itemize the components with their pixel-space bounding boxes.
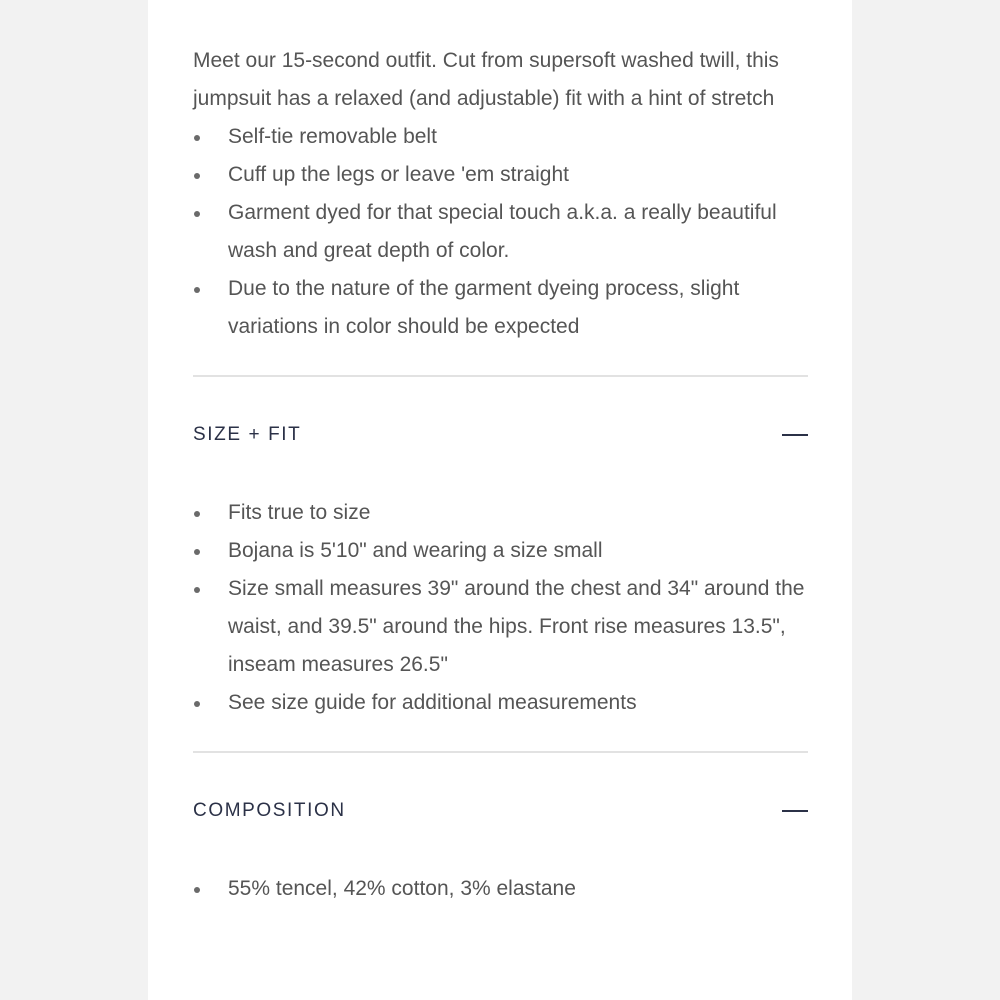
bullet-dot-icon — [194, 173, 200, 179]
bullet-dot-icon — [194, 701, 200, 707]
section-divider — [193, 375, 808, 377]
list-item-text: Bojana is 5'10" and wearing a size small — [228, 539, 603, 562]
list-item — [193, 194, 808, 270]
list-item-text: Garment dyed for that special touch a.k.a. a really beautiful wash and great depth of color. — [228, 201, 777, 262]
list-item — [193, 532, 808, 570]
list-item — [193, 494, 808, 532]
list-item-text: Self-tie removable belt — [228, 125, 437, 148]
list-item-text: Fits true to size — [228, 501, 371, 524]
size-fit-accordion-header[interactable] — [193, 416, 808, 454]
list-item-text: See size guide for additional measurements — [228, 691, 637, 714]
product-description: Meet our 15-second outfit. Cut from supersoft washed twill, this jumpsuit has a relaxed (and adjustable) fit with a hint of stretch — [193, 49, 779, 110]
list-item — [193, 118, 808, 156]
description-feature-list — [193, 118, 808, 346]
bullet-dot-icon — [194, 549, 200, 555]
bullet-dot-icon — [194, 287, 200, 293]
product-details-content — [193, 42, 808, 908]
composition-accordion-header[interactable] — [193, 792, 808, 830]
bullet-dot-icon — [194, 587, 200, 593]
minus-icon[interactable] — [782, 799, 808, 823]
list-item — [193, 156, 808, 194]
minus-icon-bar — [782, 434, 808, 436]
bullet-dot-icon — [194, 511, 200, 517]
size-fit-title: SIZE + FIT — [193, 424, 302, 445]
list-item — [193, 570, 808, 684]
list-item — [193, 270, 808, 346]
minus-icon-bar — [782, 810, 808, 812]
bullet-dot-icon — [194, 135, 200, 141]
bullet-dot-icon — [194, 887, 200, 893]
list-item — [193, 870, 808, 908]
bullet-dot-icon — [194, 211, 200, 217]
list-item-text: Due to the nature of the garment dyeing process, slight variations in color should be expected — [228, 277, 740, 338]
list-item-text: Cuff up the legs or leave 'em straight — [228, 163, 569, 186]
list-item — [193, 684, 808, 722]
minus-icon[interactable] — [782, 423, 808, 447]
composition-list — [193, 870, 808, 908]
size-fit-list — [193, 494, 808, 722]
list-item-text: 55% tencel, 42% cotton, 3% elastane — [228, 877, 576, 900]
section-divider — [193, 751, 808, 753]
composition-title: COMPOSITION — [193, 800, 346, 821]
list-item-text: Size small measures 39" around the chest and 34" around the waist, and 39.5" around the hips. Front rise measures 13.5", inseam measures 26.5" — [228, 577, 805, 676]
